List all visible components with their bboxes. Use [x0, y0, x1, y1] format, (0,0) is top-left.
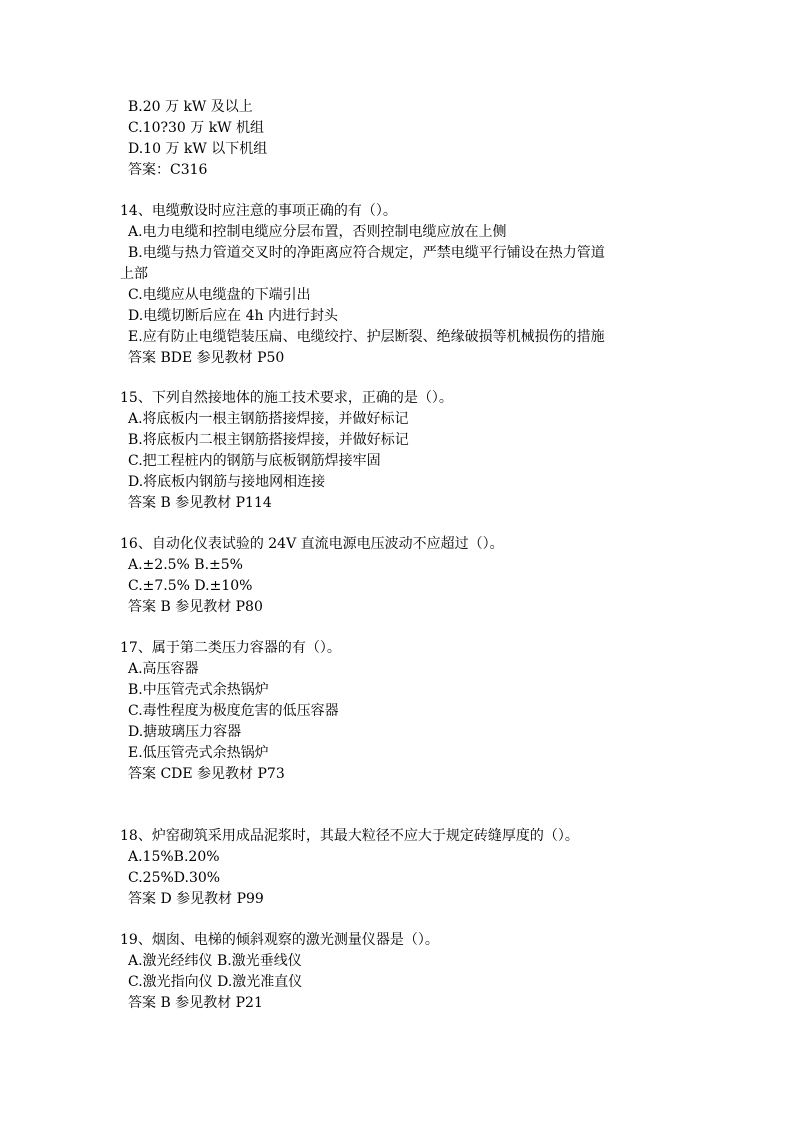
question-14: 14、电缆敷设时应注意的事项正确的有（）。	[120, 203, 397, 219]
q14-option-b-continued: 上部	[120, 266, 148, 282]
q19-answer: 答案 B 参见教材 P21	[128, 995, 263, 1011]
q18-options-ab: A.15%B.20%	[128, 849, 220, 865]
q14-option-a: A.电力电缆和控制电缆应分层布置，否则控制电缆应放在上侧	[128, 224, 507, 240]
q15-answer: 答案 B 参见教材 P114	[128, 495, 272, 511]
q18-options-cd: C.25%D.30%	[128, 870, 221, 886]
q19-options-ab: A.激光经纬仪 B.激光垂线仪	[128, 953, 302, 969]
q15-option-a: A.将底板内一根主钢筋搭接焊接，并做好标记	[128, 411, 409, 427]
q15-option-c: C.把工程桩内的钢筋与底板钢筋焊接牢固	[128, 453, 381, 469]
question-19: 19、烟囱、电梯的倾斜观察的激光测量仪器是（）。	[120, 932, 439, 948]
q14-answer: 答案 BDE 参见教材 P50	[128, 350, 285, 366]
q17-option-a: A.高压容器	[128, 661, 199, 677]
q17-option-c: C.毒性程度为极度危害的低压容器	[128, 703, 339, 719]
q16-answer: 答案 B 参见教材 P80	[128, 599, 263, 615]
question-17: 17、属于第二类压力容器的有（）。	[120, 640, 341, 656]
option-b: B.20 万 kW 及以上	[128, 99, 253, 115]
q16-options-cd: C.±7.5% D.±10%	[128, 578, 253, 594]
q15-option-b: B.将底板内二根主钢筋搭接焊接，并做好标记	[128, 432, 409, 448]
q15-option-d: D.将底板内钢筋与接地网相连接	[128, 474, 326, 490]
q18-answer: 答案 D 参见教材 P99	[128, 891, 264, 907]
q17-option-e: E.低压管壳式余热锅炉	[128, 745, 269, 761]
question-18: 18、炉窑砌筑采用成品泥浆时，其最大粒径不应大于规定砖缝厚度的（）。	[120, 828, 579, 844]
q14-option-c: C.电缆应从电缆盘的下端引出	[128, 287, 311, 303]
q14-option-d: D.电缆切断后应在 4h 内进行封头	[128, 308, 338, 324]
q17-answer: 答案 CDE 参见教材 P73	[128, 766, 285, 782]
q14-option-e: E.应有防止电缆铠装压扁、电缆绞拧、护层断裂、绝缘破损等机械损伤的措施	[128, 329, 605, 345]
q17-option-b: B.中压管壳式余热锅炉	[128, 682, 269, 698]
q17-option-d: D.搪玻璃压力容器	[128, 724, 242, 740]
option-d: D.10 万 kW 以下机组	[128, 141, 268, 157]
answer-line: 答案：C316	[128, 162, 208, 178]
question-16: 16、自动化仪表试验的 24V 直流电源电压波动不应超过（）。	[120, 536, 504, 552]
question-15: 15、下列自然接地体的施工技术要求，正确的是（）。	[120, 390, 453, 406]
q14-option-b: B.电缆与热力管道交叉时的净距离应符合规定，严禁电缆平行铺设在热力管道	[128, 245, 605, 261]
q16-options-ab: A.±2.5% B.±5%	[128, 557, 243, 573]
q19-options-cd: C.激光指向仪 D.激光准直仪	[128, 974, 303, 990]
option-c: C.10?30 万 kW 机组	[128, 120, 265, 136]
